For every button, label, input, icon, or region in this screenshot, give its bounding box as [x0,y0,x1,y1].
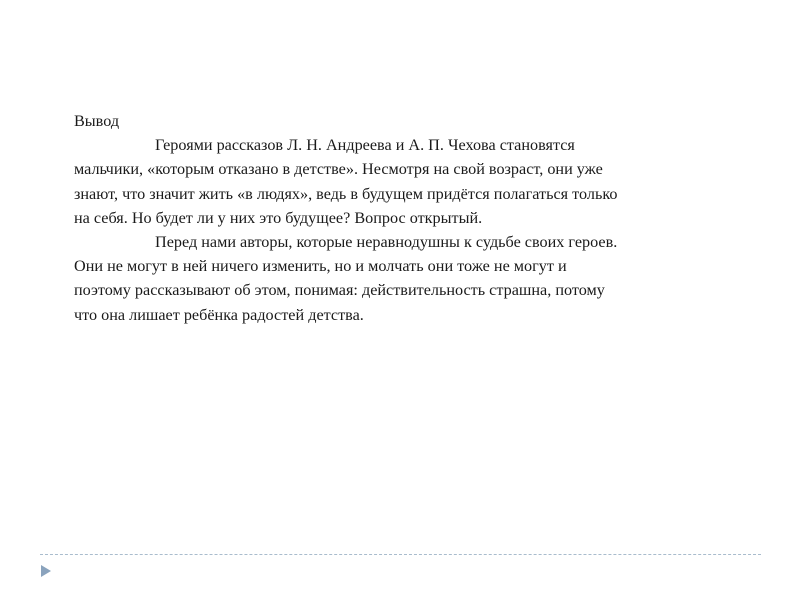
footer-divider [40,554,761,555]
paragraph1-line4: на себя. Но будет ли у них это будущее? Вопрос открытый. [74,208,483,227]
paragraph1-line1: Героями рассказов Л. Н. Андреева и А. П. Чехова становятся [155,136,575,155]
paragraph2-line1: Перед нами авторы, которые неравнодушны к судьбе своих героев. [155,233,618,252]
paragraph1-line3: знают, что значит жить «в людях», ведь в будущем придётся полагаться только [74,184,618,203]
conclusion-text [74,109,754,327]
paragraph2-line4: что она лишает ребёнка радостей детства. [74,305,364,324]
heading: Вывод [74,112,120,130]
paragraph2-line2: Они не могут в ней ничего изменить, но и молчать они тоже не могут и [74,257,567,276]
paragraph1-line2: мальчики, «которым отказано в детстве». Несмотря на свой возраст, они уже [74,160,603,179]
triangle-right-icon[interactable] [41,565,51,577]
paragraph2-line3: поэтому рассказывают об этом, понимая: действительность страшна, потому [74,281,605,300]
